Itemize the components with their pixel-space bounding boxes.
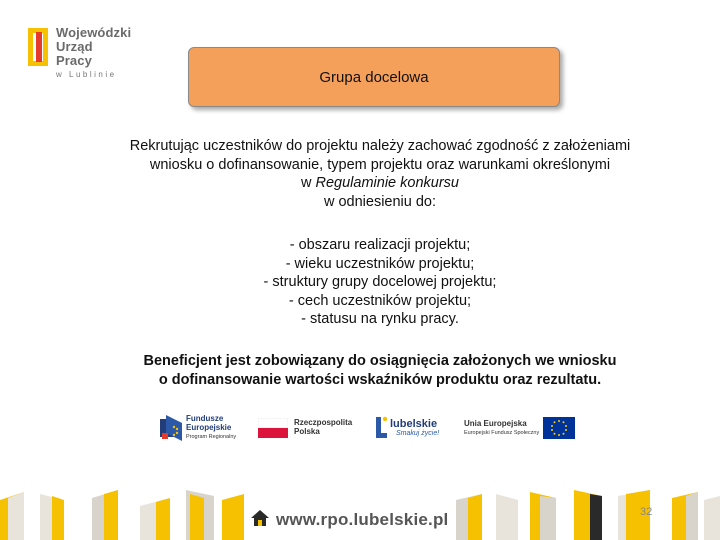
closing-paragraph: [60, 352, 700, 390]
list-item: - statusu na rynku pracy.: [301, 311, 459, 327]
intro-line-3: [60, 174, 700, 193]
lubelskie-wordmark: lubelskie: [390, 418, 438, 430]
fe-title: Fundusze: [186, 414, 224, 423]
fundusze-europejskie-text: [186, 415, 236, 441]
title-box: [188, 47, 560, 107]
list-item: - struktury grupy docelowej projektu;: [263, 274, 497, 290]
lubelskie-text: [390, 418, 439, 438]
fe-title-2: Europejskie: [186, 423, 232, 432]
footer-url-link[interactable]: www.rpo.lubelskie.pl: [276, 510, 449, 529]
wup-logo-mark-icon: [28, 28, 48, 66]
wup-logo: [28, 25, 132, 79]
intro-line-4: w odniesieniu do:: [323, 193, 437, 210]
wup-logo-text: [56, 26, 131, 79]
list-item: - wieku uczestników projektu;: [285, 255, 475, 272]
logo-line-2: Urząd Pracy: [56, 39, 93, 68]
eu-flag-icon: [543, 417, 575, 439]
intro-paragraph: [60, 137, 700, 211]
ue-sub: Europejski Fundusz Społeczny: [464, 429, 540, 436]
intro-line-3-prefix: w: [301, 175, 316, 191]
rzeczpospolita-polska-logo: [258, 395, 352, 461]
page-number: 32: [640, 506, 653, 518]
lubelskie-slogan: Smakuj życie!: [396, 430, 440, 437]
unia-europejska-logo: [464, 395, 575, 461]
regulamin-italic: Regulaminie konkursu: [315, 175, 459, 191]
closing-line-1: Beneficjent jest zobowiązany do osiągnięcia założonych we wniosku: [143, 353, 617, 369]
fundusze-europejskie-logo: [160, 395, 236, 461]
rp-line-1: Rzeczpospolita: [294, 418, 353, 427]
ue-text: [464, 420, 539, 437]
home-icon: [250, 509, 270, 527]
lubelskie-logo: [374, 395, 439, 461]
fe-sub: Program Regionalny: [186, 434, 237, 440]
logo-line-1: Wojewódzki: [56, 25, 132, 40]
funding-logos-strip: [138, 395, 584, 461]
rp-text: [294, 419, 352, 437]
page-title: Grupa docelowa: [319, 68, 429, 86]
rp-line-2: Polska: [294, 427, 320, 436]
fundusze-europejskie-icon: [160, 415, 182, 441]
lubelskie-l-icon: [374, 415, 388, 441]
criteria-list: [100, 236, 660, 329]
list-item: - cech uczestników projektu;: [288, 292, 472, 309]
intro-line-1: Rekrutując uczestników do projektu należy zachować zgodność z założeniami: [129, 138, 631, 154]
closing-line-2: o dofinansowanie wartości wskaźników produktu oraz rezultatu.: [158, 372, 602, 388]
list-item: - obszaru realizacji projektu;: [289, 237, 471, 253]
polish-flag-icon: [258, 418, 288, 438]
logo-line-3: w Lublinie: [56, 70, 117, 79]
intro-line-2: wniosku o dofinansowanie, typem projektu oraz warunkami określonymi: [149, 156, 611, 173]
ue-title: Unia Europejska: [464, 418, 527, 428]
